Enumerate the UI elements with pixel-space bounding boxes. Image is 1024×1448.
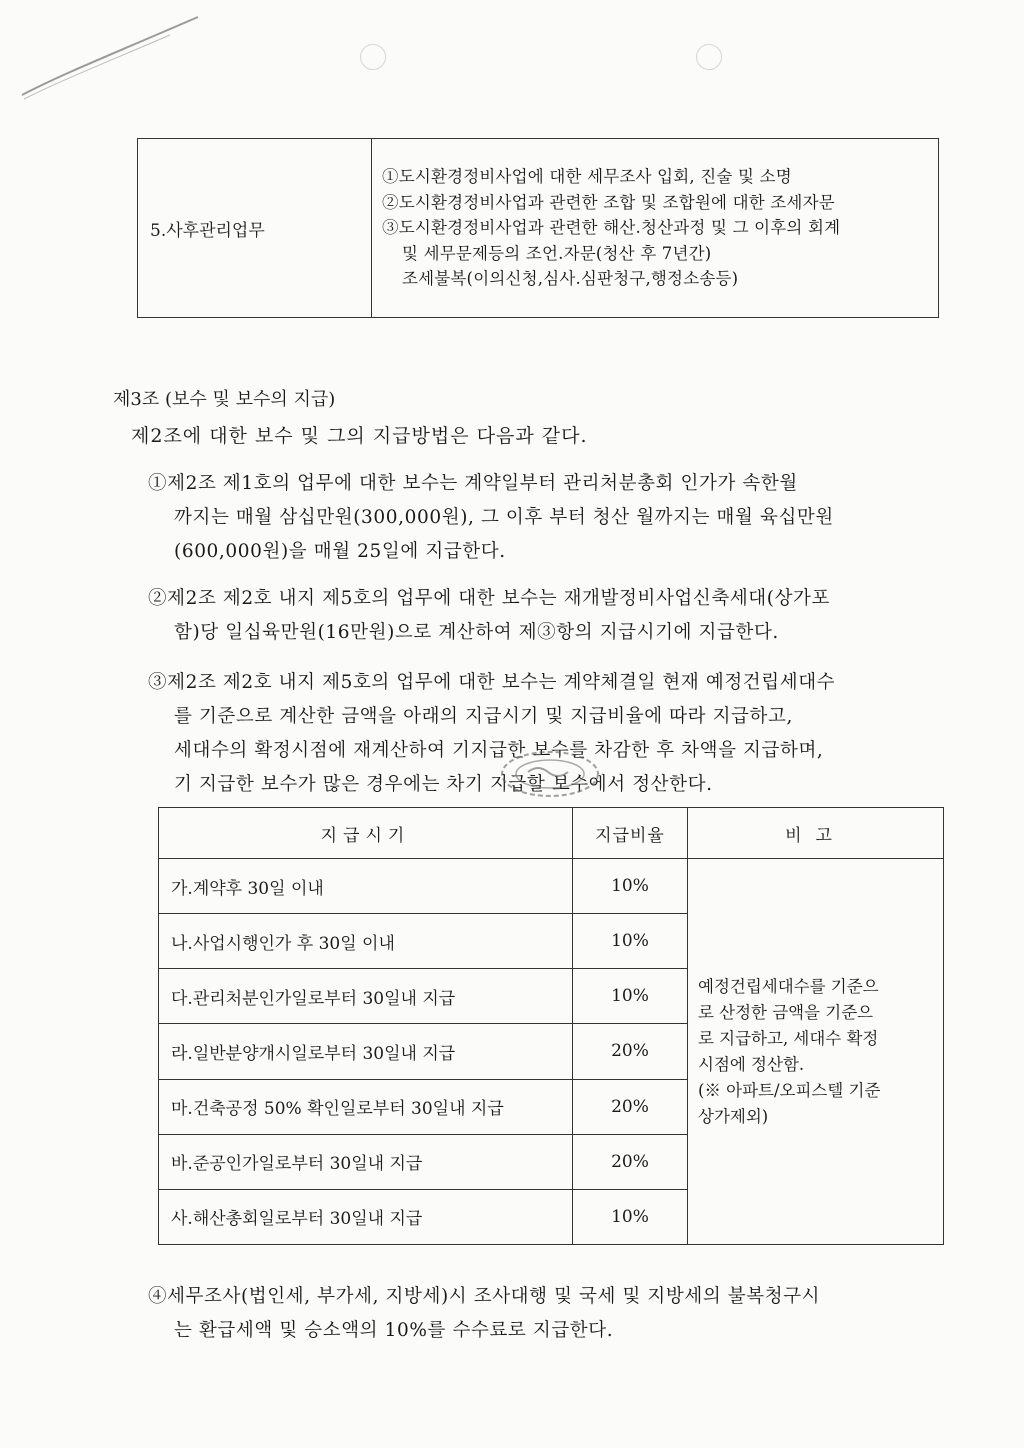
payment-time: 다.관리처분인가일로부터 30일내 지급 <box>159 969 573 1024</box>
note-line: 로 지급하고, 세대수 확정 <box>698 1028 879 1048</box>
paragraph-3 <box>148 666 948 802</box>
payment-rate: 20% <box>573 1134 688 1189</box>
paragraph-line: ①제2조 제1호의 업무에 대한 보수는 계약일부터 관리처분총회 인가가 속한월 <box>148 473 798 494</box>
payment-time: 가.계약후 30일 이내 <box>159 859 573 914</box>
payment-rate: 20% <box>573 1024 688 1079</box>
payment-rate: 10% <box>573 969 688 1024</box>
items-cell <box>372 139 939 318</box>
note-line: (※ 아파트/오피스텔 기준 <box>698 1080 881 1100</box>
header-time: 지급시기 <box>159 808 573 859</box>
paragraph-1 <box>148 467 948 569</box>
paragraph-line: 는 환급세액 및 승소액의 10%를 수수료로 지급한다. <box>174 1320 614 1341</box>
table-row <box>159 859 944 914</box>
payment-time: 나.사업시행인가 후 30일 이내 <box>159 914 573 969</box>
paragraph-line: (600,000원)을 매월 25일에 지급한다. <box>174 541 506 562</box>
list-item: ③도시환경정비사업과 관련한 해산.청산과정 및 그 이후의 회계 <box>382 218 841 238</box>
payment-time: 라.일반분양개시일로부터 30일내 지급 <box>159 1024 573 1079</box>
paragraph-line: 기 지급한 보수가 많은 경우에는 차기 지급할 보수에서 정산한다. <box>174 774 713 795</box>
article-title: 제3조 (보수 및 보수의 지급) <box>113 389 336 410</box>
payment-rate: 10% <box>573 859 688 914</box>
list-item: 및 세무문제등의 조언.자문(청산 후 7년간) <box>402 243 712 263</box>
payment-time: 사.해산총회일로부터 30일내 지급 <box>159 1189 573 1244</box>
list-item: ①도시환경정비사업에 대한 세무조사 입회, 진술 및 소명 <box>382 167 792 187</box>
table-header-row <box>159 808 944 859</box>
paragraph-2 <box>148 582 948 650</box>
list-item: 조세불복(이의신청,심사.심판청구,행정소송등) <box>402 269 739 289</box>
payment-time: 바.준공인가일로부터 30일내 지급 <box>159 1134 573 1189</box>
payment-schedule-table <box>158 807 944 1245</box>
paragraph-4 <box>148 1280 948 1348</box>
scan-streak <box>20 15 200 105</box>
category-cell: 5.사후관리업무 <box>138 139 372 318</box>
note-cell <box>688 859 944 1245</box>
paragraph-line: ④세무조사(법인세, 부가세, 지방세)시 조사대행 및 국세 및 지방세의 불복청구시 <box>148 1286 821 1307</box>
paragraph-line: 함)당 일십육만원(16만원)으로 계산하여 제③항의 지급시기에 지급한다. <box>174 622 779 643</box>
list-item: ②도시환경정비사업과 관련한 조합 및 조합원에 대한 조세자문 <box>382 192 835 212</box>
payment-time: 마.건축공정 50% 확인일로부터 30일내 지급 <box>159 1079 573 1134</box>
note-line: 로 산정한 금액을 기준으 <box>698 1002 874 1022</box>
payment-rate: 10% <box>573 1189 688 1244</box>
note-line: 상가제외) <box>698 1106 769 1126</box>
payment-rate: 20% <box>573 1079 688 1134</box>
paragraph-line: 를 기준으로 계산한 금액을 아래의 지급시기 및 지급비율에 따라 지급하고, <box>174 706 793 727</box>
paragraph-line: 세대수의 확정시점에 재계산하여 기지급한 보수를 차감한 후 차액을 지급하며, <box>174 740 824 761</box>
punch-hole <box>360 44 386 70</box>
header-note: 비고 <box>688 808 944 859</box>
note-line: 시점에 정산함. <box>698 1054 805 1074</box>
paragraph-line: ②제2조 제2호 내지 제5호의 업무에 대한 보수는 재개발정비사업신축세대(상가포 <box>148 588 830 609</box>
payment-rate: 10% <box>573 914 688 969</box>
punch-hole <box>696 44 722 70</box>
post-management-table <box>137 138 939 318</box>
header-rate: 지급비율 <box>573 808 688 859</box>
article-intro: 제2조에 대한 보수 및 그의 지급방법은 다음과 같다. <box>131 425 588 447</box>
note-line: 예정건립세대수를 기준으 <box>698 976 879 996</box>
paragraph-line: ③제2조 제2호 내지 제5호의 업무에 대한 보수는 계약체결일 현재 예정건립세대수 <box>148 672 836 693</box>
paragraph-line: 까지는 매월 삼십만원(300,000원), 그 이후 부터 청산 월까지는 매월 육십만원 <box>174 507 834 528</box>
table-row <box>138 139 939 318</box>
